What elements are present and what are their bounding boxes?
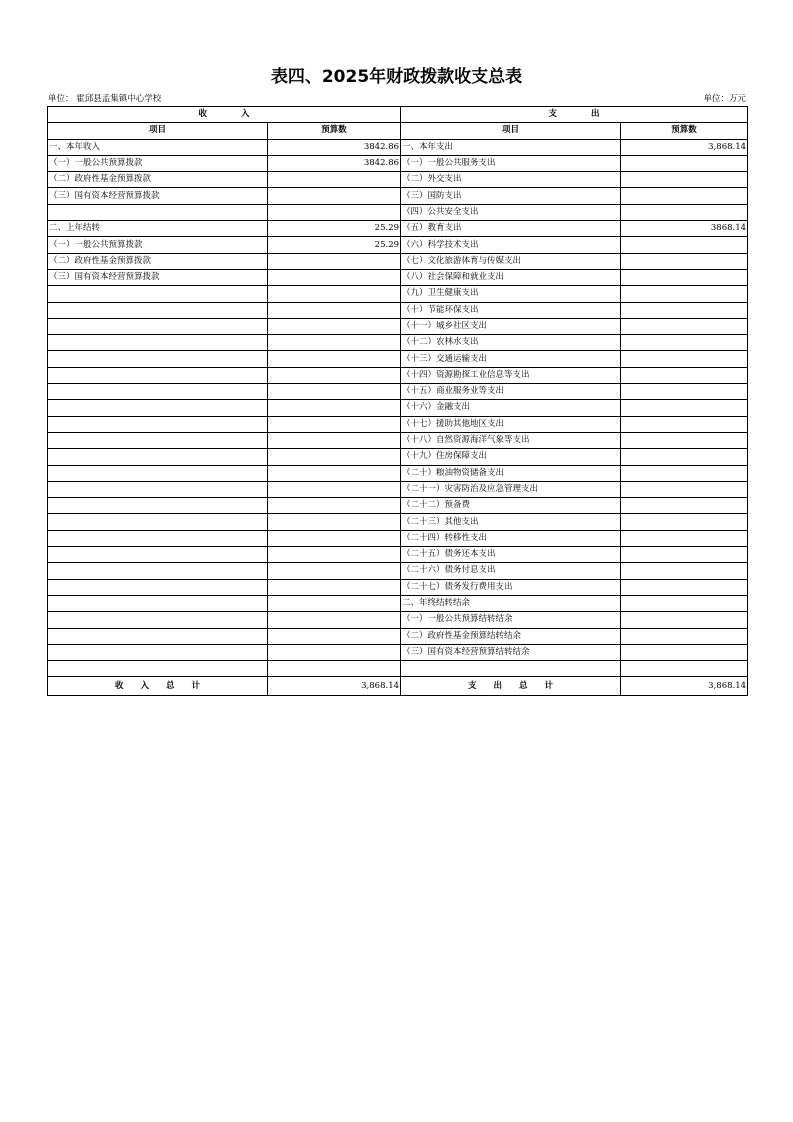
expense-total-value: 3,868.14 bbox=[621, 677, 748, 696]
expense-item-cell: （十六）金融支出 bbox=[401, 400, 621, 416]
expense-item-cell: 一、本年支出 bbox=[401, 139, 621, 155]
expense-value-cell bbox=[621, 481, 748, 497]
income-item-header: 项目 bbox=[48, 123, 268, 139]
expense-value-cell bbox=[621, 302, 748, 318]
income-value-cell bbox=[268, 367, 401, 383]
expense-item-cell: （十四）资源勘探工业信息等支出 bbox=[401, 367, 621, 383]
income-item-cell bbox=[48, 465, 268, 481]
expense-value-cell bbox=[621, 547, 748, 563]
income-section-header: 收 入 bbox=[48, 107, 401, 123]
expense-value-cell bbox=[621, 318, 748, 334]
expense-value-cell bbox=[621, 155, 748, 171]
income-value-cell bbox=[268, 335, 401, 351]
table-row bbox=[48, 172, 748, 188]
income-value-cell bbox=[268, 481, 401, 497]
expense-value-cell bbox=[621, 286, 748, 302]
expense-item-cell: （十五）商业服务业等支出 bbox=[401, 384, 621, 400]
expense-value-cell bbox=[621, 416, 748, 432]
expense-value-cell bbox=[621, 204, 748, 220]
expense-value-cell bbox=[621, 432, 748, 448]
expense-item-cell: （十一）城乡社区支出 bbox=[401, 318, 621, 334]
expense-total-label: 支 出 总 计 bbox=[401, 677, 621, 696]
expense-value-cell bbox=[621, 514, 748, 530]
expense-item-cell: （四）公共安全支出 bbox=[401, 204, 621, 220]
income-value-cell bbox=[268, 253, 401, 269]
income-value-cell: 25.29 bbox=[268, 237, 401, 253]
income-item-cell bbox=[48, 514, 268, 530]
expense-item-cell: （一）一般公共预算结转结余 bbox=[401, 612, 621, 628]
expense-value-cell bbox=[621, 188, 748, 204]
table-row bbox=[48, 335, 748, 351]
table-row bbox=[48, 481, 748, 497]
expense-item-cell: （三）国有资本经营预算结转结余 bbox=[401, 644, 621, 660]
expense-item-cell: （二十六）债务付息支出 bbox=[401, 563, 621, 579]
income-value-cell bbox=[268, 318, 401, 334]
table-row bbox=[48, 595, 748, 611]
income-value-cell bbox=[268, 432, 401, 448]
expense-value-cell: 3,868.14 bbox=[621, 139, 748, 155]
income-value-cell bbox=[268, 465, 401, 481]
expense-budget-header: 预算数 bbox=[621, 123, 748, 139]
expense-item-cell: （八）社会保障和就业支出 bbox=[401, 269, 621, 285]
expense-item-cell: （九）卫生健康支出 bbox=[401, 286, 621, 302]
expense-section-header: 支 出 bbox=[401, 107, 748, 123]
income-item-cell bbox=[48, 579, 268, 595]
income-item-cell bbox=[48, 481, 268, 497]
income-value-cell bbox=[268, 595, 401, 611]
table-row bbox=[48, 628, 748, 644]
income-item-cell bbox=[48, 661, 268, 677]
table-row bbox=[48, 498, 748, 514]
expense-value-cell bbox=[621, 563, 748, 579]
income-value-cell bbox=[268, 400, 401, 416]
expense-value-cell bbox=[621, 465, 748, 481]
income-item-cell bbox=[48, 204, 268, 220]
income-item-cell: （三）国有资本经营预算拨款 bbox=[48, 269, 268, 285]
expense-value-cell bbox=[621, 595, 748, 611]
table-row bbox=[48, 661, 748, 677]
expense-value-cell bbox=[621, 400, 748, 416]
table-row bbox=[48, 286, 748, 302]
income-item-cell: 二、上年结转 bbox=[48, 221, 268, 237]
expense-value-cell bbox=[621, 661, 748, 677]
income-value-cell bbox=[268, 449, 401, 465]
expense-item-cell bbox=[401, 661, 621, 677]
income-value-cell bbox=[268, 547, 401, 563]
table-row bbox=[48, 416, 748, 432]
table-row bbox=[48, 465, 748, 481]
expense-value-cell bbox=[621, 335, 748, 351]
income-item-cell bbox=[48, 612, 268, 628]
table-row bbox=[48, 400, 748, 416]
expense-item-cell: （十七）援助其他地区支出 bbox=[401, 416, 621, 432]
income-value-cell bbox=[268, 628, 401, 644]
expense-item-cell: （七）文化旅游体育与传媒支出 bbox=[401, 253, 621, 269]
expense-item-cell: （十二）农林水支出 bbox=[401, 335, 621, 351]
income-item-cell bbox=[48, 318, 268, 334]
table-row bbox=[48, 563, 748, 579]
expense-value-cell bbox=[621, 498, 748, 514]
table-row bbox=[48, 367, 748, 383]
income-budget-header: 预算数 bbox=[268, 123, 401, 139]
table-row bbox=[48, 579, 748, 595]
income-value-cell bbox=[268, 188, 401, 204]
expense-item-cell: （十八）自然资源海洋气象等支出 bbox=[401, 432, 621, 448]
table-row bbox=[48, 302, 748, 318]
unit-left-label: 单位： 霍邱县孟集镇中心学校 bbox=[48, 94, 162, 104]
income-item-cell bbox=[48, 547, 268, 563]
income-item-cell bbox=[48, 367, 268, 383]
table-row bbox=[48, 188, 748, 204]
income-value-cell bbox=[268, 644, 401, 660]
expense-value-cell bbox=[621, 367, 748, 383]
income-value-cell bbox=[268, 498, 401, 514]
expense-value-cell bbox=[621, 530, 748, 546]
expense-value-cell bbox=[621, 269, 748, 285]
income-item-cell bbox=[48, 644, 268, 660]
income-item-cell bbox=[48, 286, 268, 302]
table-row bbox=[48, 547, 748, 563]
expense-value-cell bbox=[621, 628, 748, 644]
expense-item-cell: （六）科学技术支出 bbox=[401, 237, 621, 253]
income-item-cell bbox=[48, 563, 268, 579]
income-value-cell bbox=[268, 286, 401, 302]
total-row bbox=[48, 677, 748, 696]
table-row bbox=[48, 530, 748, 546]
income-item-cell bbox=[48, 416, 268, 432]
expense-item-cell: （二十三）其他支出 bbox=[401, 514, 621, 530]
expense-value-cell bbox=[621, 351, 748, 367]
income-total-label: 收 入 总 计 bbox=[48, 677, 268, 696]
income-item-cell bbox=[48, 384, 268, 400]
expense-value-cell bbox=[621, 384, 748, 400]
expense-item-cell: 二、年终结转结余 bbox=[401, 595, 621, 611]
expense-item-cell: （二十一）灾害防治及应急管理支出 bbox=[401, 481, 621, 497]
income-value-cell bbox=[268, 351, 401, 367]
income-item-cell: （二）政府性基金预算拨款 bbox=[48, 253, 268, 269]
table-row bbox=[48, 253, 748, 269]
table-row bbox=[48, 432, 748, 448]
income-item-cell bbox=[48, 302, 268, 318]
income-item-cell: （三）国有资本经营预算拨款 bbox=[48, 188, 268, 204]
expense-value-cell bbox=[621, 644, 748, 660]
budget-table bbox=[47, 106, 748, 696]
income-item-cell: （一）一般公共预算拨款 bbox=[48, 155, 268, 171]
income-value-cell bbox=[268, 416, 401, 432]
income-value-cell bbox=[268, 563, 401, 579]
table-row bbox=[48, 449, 748, 465]
income-value-cell bbox=[268, 269, 401, 285]
expense-item-cell: （三）国防支出 bbox=[401, 188, 621, 204]
income-value-cell: 3842.86 bbox=[268, 139, 401, 155]
page-title: 表四、2025年财政拨款收支总表 bbox=[270, 67, 523, 87]
table-row bbox=[48, 237, 748, 253]
expense-item-cell: （二十五）债务还本支出 bbox=[401, 547, 621, 563]
expense-item-cell: （二十七）债务发行费用支出 bbox=[401, 579, 621, 595]
expense-value-cell bbox=[621, 449, 748, 465]
expense-item-cell: （十九）住房保障支出 bbox=[401, 449, 621, 465]
income-value-cell bbox=[268, 579, 401, 595]
expense-item-cell: （一）一般公共服务支出 bbox=[401, 155, 621, 171]
income-item-cell bbox=[48, 530, 268, 546]
income-value-cell bbox=[268, 172, 401, 188]
income-item-cell: （一）一般公共预算拨款 bbox=[48, 237, 268, 253]
expense-value-cell bbox=[621, 253, 748, 269]
expense-item-header: 项目 bbox=[401, 123, 621, 139]
expense-value-cell bbox=[621, 612, 748, 628]
expense-value-cell bbox=[621, 172, 748, 188]
table-row bbox=[48, 318, 748, 334]
expense-value-cell: 3868.14 bbox=[621, 221, 748, 237]
expense-item-cell: （二十二）预备费 bbox=[401, 498, 621, 514]
income-value-cell bbox=[268, 302, 401, 318]
income-value-cell bbox=[268, 204, 401, 220]
column-header-row bbox=[48, 123, 748, 139]
expense-item-cell: （二十）粮油物资储备支出 bbox=[401, 465, 621, 481]
expense-item-cell: （二）政府性基金预算结转结余 bbox=[401, 628, 621, 644]
income-item-cell: 一、本年收入 bbox=[48, 139, 268, 155]
expense-item-cell: （十三）交通运输支出 bbox=[401, 351, 621, 367]
table-row bbox=[48, 155, 748, 171]
income-value-cell bbox=[268, 384, 401, 400]
expense-item-cell: （五）教育支出 bbox=[401, 221, 621, 237]
income-item-cell bbox=[48, 628, 268, 644]
expense-item-cell: （十）节能环保支出 bbox=[401, 302, 621, 318]
income-value-cell bbox=[268, 612, 401, 628]
table-row bbox=[48, 644, 748, 660]
table-row bbox=[48, 351, 748, 367]
table-row bbox=[48, 204, 748, 220]
table-row bbox=[48, 384, 748, 400]
income-item-cell bbox=[48, 449, 268, 465]
income-value-cell: 25.29 bbox=[268, 221, 401, 237]
income-value-cell bbox=[268, 514, 401, 530]
income-value-cell: 3842.86 bbox=[268, 155, 401, 171]
income-value-cell bbox=[268, 661, 401, 677]
section-header-row bbox=[48, 107, 748, 123]
unit-right-label: 单位：万元 bbox=[703, 94, 746, 104]
income-item-cell bbox=[48, 595, 268, 611]
table-row bbox=[48, 221, 748, 237]
table-row bbox=[48, 139, 748, 155]
expense-value-cell bbox=[621, 237, 748, 253]
income-item-cell bbox=[48, 335, 268, 351]
income-value-cell bbox=[268, 530, 401, 546]
table-row bbox=[48, 612, 748, 628]
income-item-cell bbox=[48, 498, 268, 514]
expense-item-cell: （二）外交支出 bbox=[401, 172, 621, 188]
expense-item-cell: （二十四）转移性支出 bbox=[401, 530, 621, 546]
income-item-cell bbox=[48, 432, 268, 448]
table-row bbox=[48, 269, 748, 285]
income-item-cell bbox=[48, 351, 268, 367]
income-total-value: 3,868.14 bbox=[268, 677, 401, 696]
table-body bbox=[48, 139, 748, 677]
table-row bbox=[48, 514, 748, 530]
income-item-cell bbox=[48, 400, 268, 416]
expense-value-cell bbox=[621, 579, 748, 595]
income-item-cell: （二）政府性基金预算拨款 bbox=[48, 172, 268, 188]
